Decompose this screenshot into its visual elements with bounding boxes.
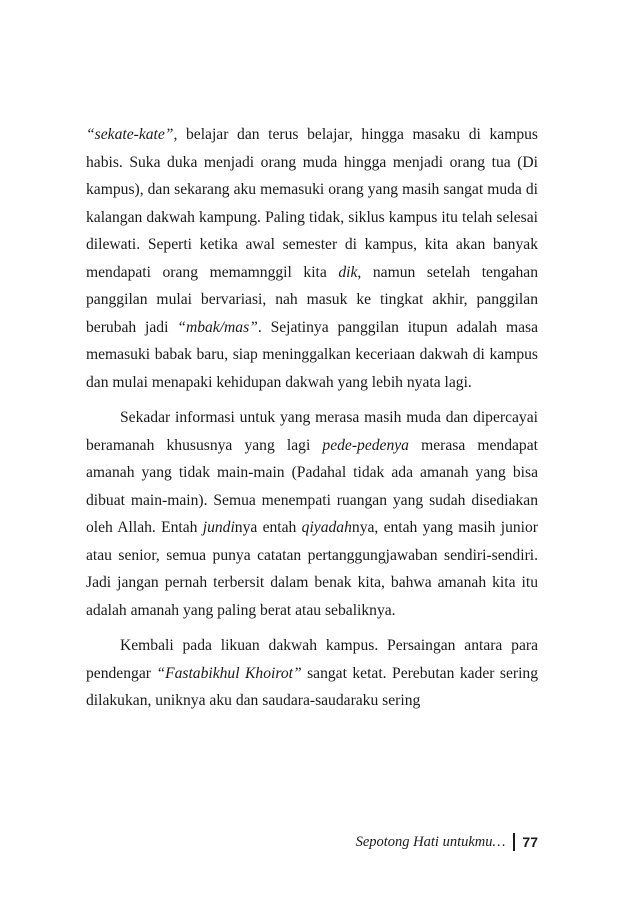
text-segment: “Fastabikhul Khoirot” xyxy=(156,664,302,682)
text-segment: , namun setelah tengahan panggilan mulai bervariasi, nah masuk ke tingkat akhir, panggilan berubah jadi xyxy=(86,263,538,336)
footer-divider xyxy=(513,833,515,851)
page-number: 77 xyxy=(522,834,538,850)
text-segment: . Sejatinya panggilan itupun adalah masa memasuki babak baru, siap meninggalkan keceriaan dakwah di kampus dan mulai menapaki kehidupan dakwah yang lebih nyata lagi. xyxy=(86,318,538,391)
paragraph-1 xyxy=(86,121,538,396)
running-footer xyxy=(356,833,538,851)
text-segment: Kembali pada likuan dakwah kampus. Persaingan antara para pendengar xyxy=(86,637,538,682)
text-segment: belajar dan terus belajar, hingga masaku di kampus habis. Suka duka menjadi orang muda hingga menjadi orang tua (Di kampus), dan sekarang aku memasuki orang yang masih sangat muda di kalangan dakwah kampung. Paling tidak, siklus kampus itu telah selesai dilewati. Seperti ketika awal semester di kampus, kita akan banyak mendapati orang memamnggil kita xyxy=(86,126,538,281)
text-segment: merasa mendapat amanah yang tidak main-main (Padahal tidak ada amanah yang bisa dibuat main-main). Semua menempati ruangan yang sudah disediakan oleh Allah. Entah xyxy=(86,436,538,536)
book-title: Sepotong Hati untukmu… xyxy=(355,833,506,850)
body-text xyxy=(86,121,538,715)
text-segment: nya, entah yang masih junior atau senior, semua punya catatan pertanggungjawaban sendiri-sendiri. Jadi jangan pernah terbersit dalam benak kita, bahwa amanah kita itu adalah amanah yang paling berat atau sebaliknya. xyxy=(86,519,538,619)
text-segment: pede-pedenya xyxy=(322,436,409,454)
text-segment: dik xyxy=(338,263,358,281)
text-segment: qiyadah xyxy=(301,519,352,536)
text-segment: Sekadar informasi untuk yang merasa masih muda dan dipercayai beramanah khususnya yang lagi xyxy=(86,409,538,454)
paragraph-3 xyxy=(86,632,538,715)
text-segment: “sekate-kate”, xyxy=(86,126,178,143)
paragraph-2 xyxy=(86,404,538,624)
text-segment: nya entah xyxy=(234,519,302,536)
text-segment: jundi xyxy=(202,519,235,536)
text-segment: “mbak/mas” xyxy=(177,318,258,336)
text-segment: sangat ketat. Perebutan kader sering dilakukan, uniknya aku dan saudara-saudaraku sering xyxy=(86,664,539,709)
